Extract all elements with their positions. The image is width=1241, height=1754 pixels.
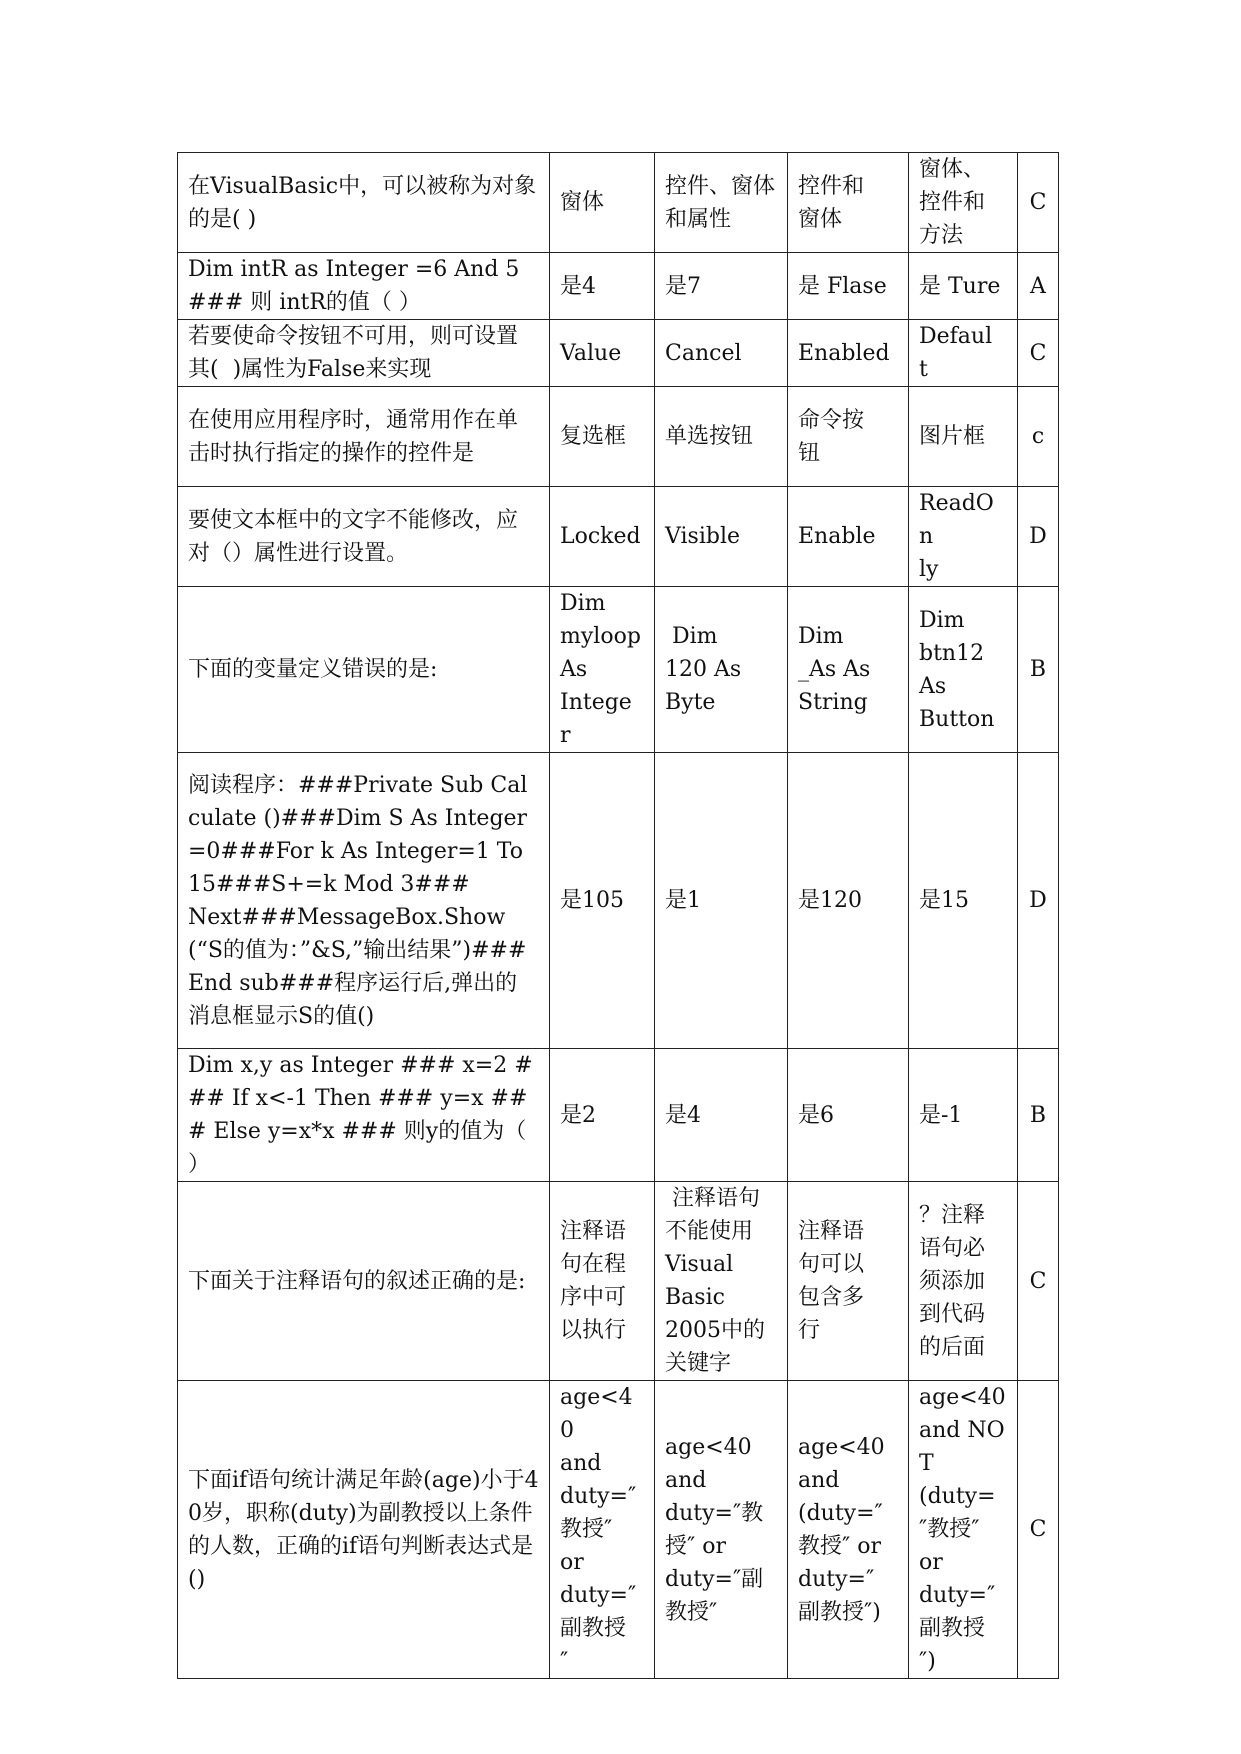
question-text: 在VisualBasic中，可以被称为对象的是( ) xyxy=(178,153,550,253)
option-b: 是1 xyxy=(655,753,788,1049)
question-text: 阅读程序：###Private Sub Calculate ()###Dim S As Integer=0###For k As Integer=1 To 15###S+=k Mod 3### Next###MessageBox.Show(“S的值为：”&S,”输出结果”)###End sub###程序运行后,弹出的消息框显示S的值() xyxy=(178,753,550,1049)
question-text: 下面if语句统计满足年龄(age)小于40岁，职称(duty)为副教授以上条件的人数，正确的if语句判断表达式是() xyxy=(178,1381,550,1679)
question-row xyxy=(178,1049,1059,1182)
option-a: 是4 xyxy=(550,253,655,320)
question-row xyxy=(178,387,1059,487)
question-table xyxy=(177,152,1059,1679)
option-c: Dim _As As String xyxy=(788,587,909,753)
option-b: 是7 xyxy=(655,253,788,320)
option-c: 命令按 钮 xyxy=(788,387,909,487)
question-row xyxy=(178,753,1059,1049)
answer-key: C xyxy=(1018,1381,1059,1679)
option-a: 窗体 xyxy=(550,153,655,253)
answer-key: C xyxy=(1018,153,1059,253)
option-c: Enabled xyxy=(788,320,909,387)
option-d: 是15 xyxy=(909,753,1018,1049)
option-b: 是4 xyxy=(655,1049,788,1182)
option-a: 复选框 xyxy=(550,387,655,487)
question-row xyxy=(178,320,1059,387)
question-row xyxy=(178,587,1059,753)
option-c: 是6 xyxy=(788,1049,909,1182)
option-d: 是 Ture xyxy=(909,253,1018,320)
option-a: 是2 xyxy=(550,1049,655,1182)
option-a: 是105 xyxy=(550,753,655,1049)
option-b: Dim 120 As Byte xyxy=(655,587,788,753)
option-d: 是-1 xyxy=(909,1049,1018,1182)
answer-key: A xyxy=(1018,253,1059,320)
option-d: Dim btn12 As Button xyxy=(909,587,1018,753)
option-d: Defaul t xyxy=(909,320,1018,387)
question-text: 下面的变量定义错误的是: xyxy=(178,587,550,753)
question-row xyxy=(178,1381,1059,1679)
option-d: ReadOn ly xyxy=(909,487,1018,587)
option-a: 注释语 句在程 序中可 以执行 xyxy=(550,1182,655,1381)
answer-key: c xyxy=(1018,387,1059,487)
option-c: 控件和 窗体 xyxy=(788,153,909,253)
question-text: Dim intR as Integer =6 And 5 ### 则 intR的值（ ） xyxy=(178,253,550,320)
option-d: ？注释 语句必 须添加 到代码 的后面 xyxy=(909,1182,1018,1381)
answer-key: C xyxy=(1018,320,1059,387)
option-a: Value xyxy=(550,320,655,387)
question-text: 在使用应用程序时，通常用作在单击时执行指定的操作的控件是 xyxy=(178,387,550,487)
option-a: age<40 and duty=″ 教授″ or duty=″ 副教授 ″ xyxy=(550,1381,655,1679)
question-row xyxy=(178,153,1059,253)
option-b: Visible xyxy=(655,487,788,587)
question-row xyxy=(178,253,1059,320)
option-d: age<40 and NOT (duty= ″教授″ or duty=″ 副教授 ″) xyxy=(909,1381,1018,1679)
question-text: 下面关于注释语句的叙述正确的是: xyxy=(178,1182,550,1381)
option-b: age<40 and duty=″教 授″ or duty=″副 教授″ xyxy=(655,1381,788,1679)
option-a: Dim myloop As Intege r xyxy=(550,587,655,753)
answer-key: B xyxy=(1018,587,1059,753)
option-b: 注释语句 不能使用 Visual Basic 2005中的 关键字 xyxy=(655,1182,788,1381)
option-b: 控件、窗体和属性 xyxy=(655,153,788,253)
answer-key: D xyxy=(1018,753,1059,1049)
option-c: 是 Flase xyxy=(788,253,909,320)
question-text: 若要使命令按钮不可用，则可设置其( )属性为False来实现 xyxy=(178,320,550,387)
option-c: Enable xyxy=(788,487,909,587)
question-text: Dim x,y as Integer ### x=2 ### If x<-1 Then ### y=x ### Else y=x*x ### 则y的值为（ ） xyxy=(178,1049,550,1182)
option-c: age<40 and (duty=″ 教授″ or duty=″ 副教授″) xyxy=(788,1381,909,1679)
option-a: Locked xyxy=(550,487,655,587)
option-d: 窗体、 控件和 方法 xyxy=(909,153,1018,253)
answer-key: D xyxy=(1018,487,1059,587)
option-c: 是120 xyxy=(788,753,909,1049)
answer-key: C xyxy=(1018,1182,1059,1381)
option-c: 注释语 句可以 包含多 行 xyxy=(788,1182,909,1381)
question-row xyxy=(178,1182,1059,1381)
option-b: 单选按钮 xyxy=(655,387,788,487)
option-b: Cancel xyxy=(655,320,788,387)
answer-key: B xyxy=(1018,1049,1059,1182)
option-d: 图片框 xyxy=(909,387,1018,487)
question-row xyxy=(178,487,1059,587)
question-text: 要使文本框中的文字不能修改，应对（）属性进行设置。 xyxy=(178,487,550,587)
